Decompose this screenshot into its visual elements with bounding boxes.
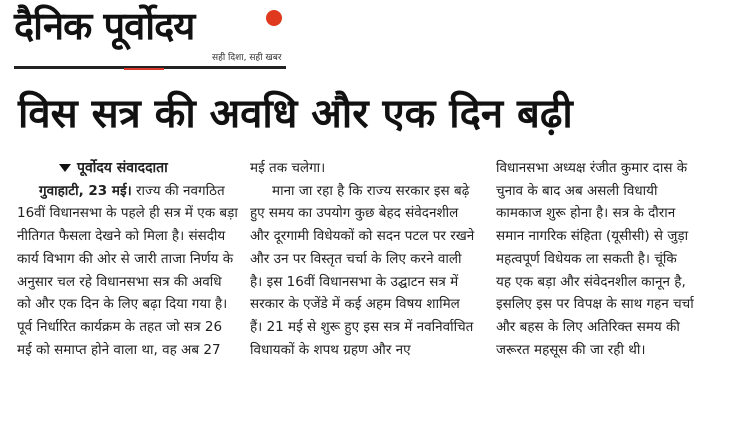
byline xyxy=(17,157,239,180)
masthead-accent-rule xyxy=(124,68,164,70)
article-column-2 xyxy=(250,157,476,361)
paragraph xyxy=(250,180,476,362)
article-column-1 xyxy=(17,157,239,361)
paragraph xyxy=(17,180,239,362)
paragraph-text: माना जा रहा है कि राज्य सरकार इस बढ़े हुए समय का उपयोग कुछ बेहद संवेदनशील और दूरगामी विधेयकों को सदन पटल पर रखने और उन पर विस्तृत चर्चा के लिए करने वाली है। इस 16वीं विधानसभा के उद्घाटन सत्र में सरकार के एजेंडे में कई अहम विषय शामिल हैं। 21 मई से शुरू हुए इस सत्र में नवनिर्वाचित विधायकों के शपथ ग्रहण और नए xyxy=(250,182,475,358)
article-column-3 xyxy=(496,157,696,361)
headline: विस सत्र की अवधि और एक दिन बढ़ी xyxy=(18,91,573,137)
masthead xyxy=(14,4,286,72)
paragraph-text: राज्य की नवगठित 16वीं विधानसभा के पहले ही सत्र में एक बड़ा नीतिगत फैसला देखने को मिला है। संसदीय कार्य विभाग की ओर से जारी ताजा निर्णय के अनुसार चल रहे विधानसभा सत्र की अवधि को और एक दिन के लिए बढ़ा दिया गया है। पूर्व निर्धारित कार्यक्रम के तहत जो सत्र 26 मई को समाप्त होने वाला था, वह अब 27 xyxy=(17,182,238,358)
triangle-bullet-icon xyxy=(59,164,71,172)
dateline: गुवाहाटी, 23 मई। xyxy=(39,182,132,199)
paragraph: मई तक चलेगा। xyxy=(250,160,326,176)
paragraph: विधानसभा अध्यक्ष रंजीत कुमार दास के चुनाव के बाद अब असली विधायी कामकाज शुरू होना है। सत्र के दौरान समान नागरिक संहिता (यूसीसी) से जुड़ा महत्वपूर्ण विधेयक ला सकती है। चूंकि यह एक बड़ा और संवेदनशील कानून है, इसलिए इस पर विपक्ष के साथ गहन चर्चा और बहस के लिए अतिरिक्त समय की जरूरत महसूस की जा रही थी। xyxy=(496,160,694,358)
logo-dot-icon xyxy=(266,10,282,26)
newspaper-logo: दैनिक पूर्वोदय xyxy=(14,4,195,48)
tagline: सही दिशा, सही खबर xyxy=(212,53,282,63)
byline-text: पूर्वोदय संवाददाता xyxy=(77,160,168,176)
